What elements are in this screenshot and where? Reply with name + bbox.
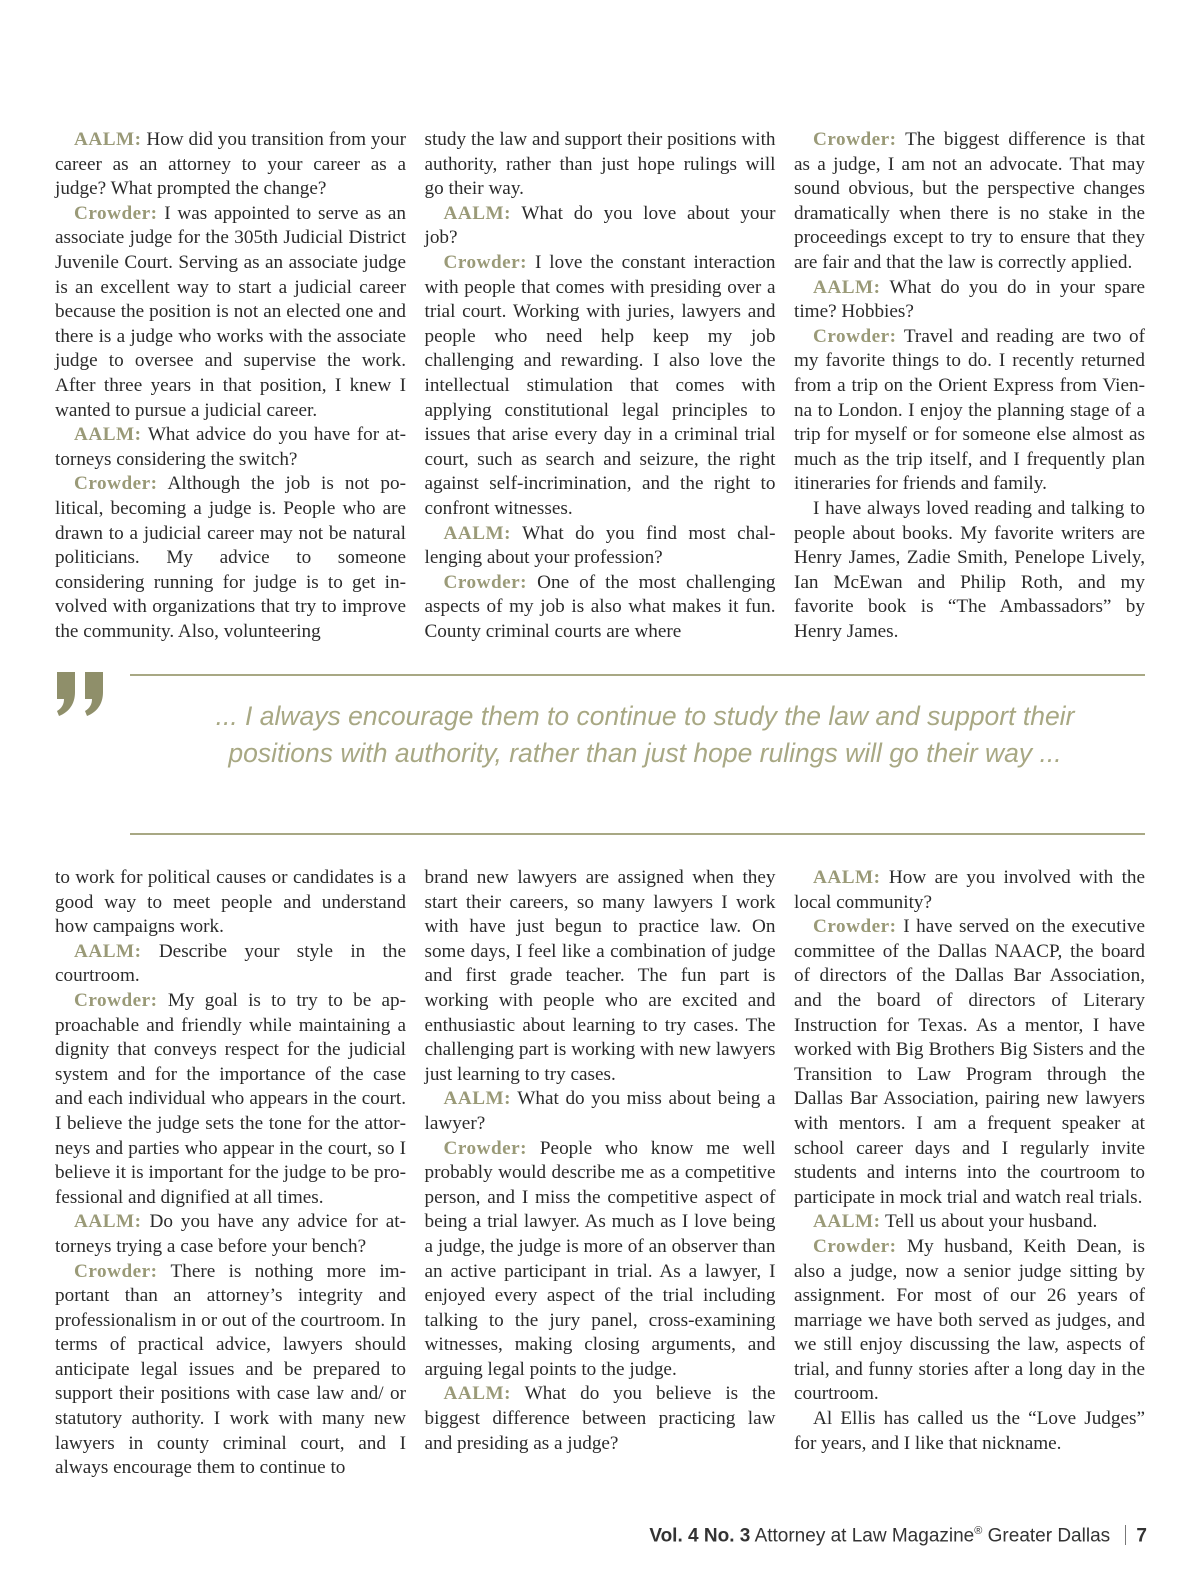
paragraph	[55, 1210, 406, 1259]
column-5	[425, 866, 776, 1481]
paragraph	[55, 423, 406, 472]
paragraph-text: Describe your style in the courtroom.	[55, 940, 407, 987]
paragraph-text: brand new lawyers are assigned when they start their careers, so many lawyers I work with have just begun to practice law. On some days, I feel like a combination of judge and first grade teacher. The fun part is working with people who are excited and enthusiastic about learning to try cases. The challenging part is working with new lawyers just learning to try cases.	[424, 867, 776, 1085]
speaker-label: AALM:	[443, 1088, 512, 1110]
paragraph-text: There is nothing more important than an attorney’s integrity and professionalism in or out of the courtroom. In terms of practical advice, lawyers should anticipate legal issues and be prepared to support their positions with case law and/ or statutory authority. I work with many new lawyers in county criminal court, and I always encourage them to continue to	[55, 1260, 406, 1479]
speaker-label: Crowder:	[813, 916, 897, 938]
paragraph-text: I love the constant interaction with people that comes with presiding over a trial court. Working with juries, lawyers and people who need help keep my job challenging and rewarding. I also love the intellectual stimulation that comes with applying constitutional legal principles to issues that arise every day in a criminal trial court, such as search and seizure, the right against self-incrimination, and the right to confront witnesses.	[424, 251, 776, 519]
paragraph-text: I have served on the executive committee of the Dallas NAACP, the board of directors of the Dallas Bar Association, and the board of directors of Literary Instruction for Texas. As a mentor, I have worked with Big Brothers Big Sisters and the Transition to Law Program through the Dallas Bar Association, pairing new lawyers with mentors. I am a frequent speaker at school career days and I regularly invite students and interns into the courtroom to participate in mock trial and watch real trials.	[794, 916, 1146, 1208]
paragraph-text: How did you transition from your career as an attorney to your career as a judge? What prompted the change?	[55, 129, 406, 200]
paragraph	[425, 1087, 776, 1136]
paragraph	[425, 1137, 776, 1383]
paragraph	[425, 866, 776, 1087]
paragraph	[425, 571, 776, 645]
paragraph-text: study the law and support their positions with authority, rather than just hope rulings will go their way.	[424, 129, 776, 200]
paragraph-text: The biggest difference is that as a judge, I am not an advocate. That may sound obvious, but the perspective changes dramatically when there is no stake in the proceedings except to try to ensure that they are fair and that the law is correctly applied.	[794, 129, 1145, 273]
paragraph	[794, 866, 1145, 915]
paragraph	[55, 128, 406, 202]
paragraph-text: People who know me well probably would describe me as a competitive person, and I miss the competitive aspect of being a trial lawyer. As much as I love being a judge, the judge is more of an observer than an active participant in trial. As a lawyer, I enjoyed every aspect of the trial including talking to the jury panel, cross-examining witnesses, making closing arguments, and arguing legal points to the judge.	[424, 1137, 776, 1380]
paragraph-text: Travel and reading are two of my favorite things to do. I recently returned from a trip on the Orient Express from Vienna to London. I enjoy the planning stage of a trip for myself or for someone else almost as much as the trip itself, and I frequently plan itineraries for friends and family.	[794, 325, 1145, 495]
speaker-label: Crowder:	[813, 1235, 897, 1257]
paragraph-text: What do you love about your job?	[424, 202, 776, 249]
paragraph	[794, 1210, 1145, 1235]
paragraph-text: What do you do in your spare time? Hobbies?	[794, 276, 1145, 323]
article-columns-bottom	[55, 866, 1145, 1481]
paragraph	[55, 866, 406, 940]
speaker-label: Crowder:	[443, 1137, 528, 1159]
speaker-label: AALM:	[813, 1211, 881, 1233]
pull-quote-bottom-rule	[130, 833, 1145, 835]
paragraph-text: My husband, Keith Dean, is also a judge, now a senior judge sitting by assignment. For most of our 26 years of marriage we have both served as judges, and we still enjoy discussing the law, aspects of trial, and funny stories after a long day in the courtroom.	[794, 1235, 1145, 1405]
paragraph	[55, 989, 406, 1210]
pull-quote-top-rule	[130, 674, 1145, 676]
paragraph	[794, 1407, 1145, 1456]
speaker-label: Crowder:	[443, 251, 528, 273]
paragraph-text: What do you find most challenging about your profession?	[424, 522, 776, 569]
speaker-label: AALM:	[443, 202, 512, 224]
speaker-label: AALM:	[74, 1211, 142, 1233]
footer-issue: Vol. 4 No. 3	[649, 1525, 751, 1547]
paragraph	[425, 202, 776, 251]
paragraph-text: What do you believe is the biggest difference between practicing law and presiding as a judge?	[424, 1383, 776, 1454]
paragraph	[55, 202, 406, 423]
speaker-label: Crowder:	[813, 325, 897, 347]
speaker-label: AALM:	[443, 1383, 512, 1405]
paragraph	[794, 276, 1145, 325]
paragraph-text: Do you have any advice for attorneys trying a case before your bench?	[55, 1211, 406, 1257]
paragraph	[794, 497, 1145, 645]
paragraph	[425, 251, 776, 522]
speaker-label: AALM:	[74, 129, 142, 150]
paragraph	[425, 522, 776, 571]
paragraph	[55, 940, 406, 989]
paragraph	[55, 472, 406, 644]
column-3	[794, 128, 1145, 644]
speaker-label: Crowder:	[74, 202, 158, 224]
speaker-label: Crowder:	[74, 989, 158, 1011]
paragraph-text: I have always loved reading and talking to people about books. My favorite writers are Henry James, Zadie Smith, Penelope Lively, Ian McEwan and Philip Roth, and my favorite book is “The Ambassadors” by Henry James.	[794, 497, 1145, 642]
paragraph-text: Tell us about your husband.	[884, 1211, 1098, 1233]
page-number: 7	[1136, 1525, 1147, 1547]
footer-magazine: Attorney at Law Magazine	[754, 1525, 975, 1547]
footer-divider	[1125, 1525, 1126, 1545]
speaker-label: AALM:	[74, 424, 142, 446]
column-6	[794, 866, 1145, 1481]
footer-edition: Greater Dallas	[987, 1525, 1111, 1547]
paragraph	[55, 1260, 406, 1481]
paragraph	[794, 128, 1145, 276]
speaker-label: Crowder:	[443, 571, 528, 593]
speaker-label: Crowder:	[813, 129, 897, 150]
column-1	[55, 128, 406, 644]
paragraph-text: I was appointed to serve as an associate judge for the 305th Judicial District Juvenile Court. Serving as an associate judge is an excellent way to start a judicial career because the position is not an elected one and there is a judge who works with the associate judge to oversee and supervise the work. After three years in that position, I knew I wanted to pursue a judicial career.	[55, 202, 406, 421]
paragraph	[794, 915, 1145, 1210]
paragraph	[794, 1235, 1145, 1407]
paragraph	[425, 1382, 776, 1456]
paragraph-text: My goal is to try to be approachable and friendly while maintaining a dignity that conveys respect for the judicial system and for the importance of the case and each individual who appears in the court. I believe the judge sets the tone for the attorneys and parties who appear in the court, so I believe it is important for the judge to be professional and dignified at all times.	[55, 989, 407, 1208]
paragraph-text: One of the most challenging aspects of my job is also what makes it fun. County criminal courts are where	[424, 571, 776, 642]
pull-quote	[55, 668, 1145, 838]
paragraph	[425, 128, 776, 202]
quote-mark-icon	[55, 668, 107, 720]
paragraph-text: What advice do you have for attorneys considering the switch?	[55, 424, 407, 470]
paragraph-text: How are you involved with the local community?	[794, 867, 1146, 913]
paragraph-text: Al Ellis has called us the “Love Judges” for years, and I like that nickname.	[794, 1408, 1145, 1454]
page-footer	[649, 1525, 1147, 1547]
speaker-label: AALM:	[74, 940, 142, 962]
speaker-label: AALM:	[443, 522, 512, 544]
paragraph-text: to work for political causes or candidates is a good way to meet people and understand how campaigns work.	[55, 867, 406, 938]
paragraph-text: Although the job is not political, becoming a judge is. People who are drawn to a judicial career may not be natural politicians. My advice to someone considering running for judge is to get involved with organizations that try to improve the community. Also, volunteering	[55, 473, 406, 642]
paragraph	[794, 325, 1145, 497]
pull-quote-text: ... I always encourage them to continue to study the law and support their positions with authority, rather than just hope rulings will go their way ...	[215, 701, 1075, 768]
footer-registered-mark: ®	[974, 1525, 983, 1537]
speaker-label: AALM:	[813, 276, 881, 298]
speaker-label: Crowder:	[74, 1260, 158, 1282]
column-4	[55, 866, 406, 1481]
article-columns-top	[55, 128, 1145, 644]
speaker-label: AALM:	[813, 867, 881, 888]
column-2	[425, 128, 776, 644]
speaker-label: Crowder:	[74, 473, 158, 495]
paragraph-text: What do you miss about being a lawyer?	[424, 1088, 776, 1134]
